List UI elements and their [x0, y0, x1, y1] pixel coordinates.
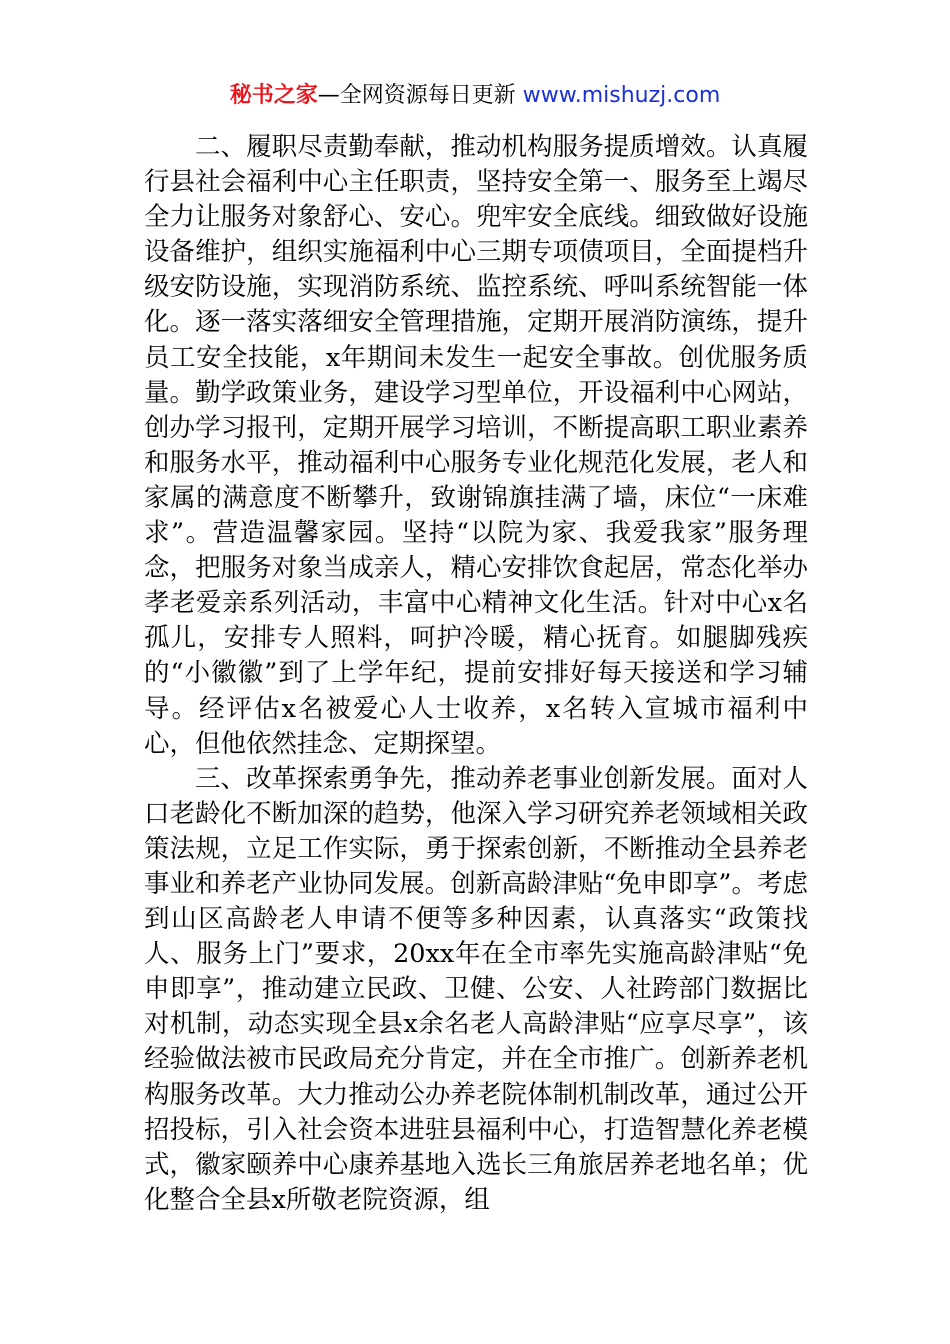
site-name: 秘书之家: [229, 83, 318, 108]
site-header: [0, 80, 950, 112]
site-tagline: —全网资源每日更新: [317, 83, 516, 108]
paragraph-reform: 三、改革探索勇争先，推动养老事业创新发展。面对人口老龄化不断加深的趋势，他深入学习研究养老领域相关政策法规，立足工作实际，勇于探索创新，不断推动全县养老事业和养老产业协同发展。创新高龄津贴“免申即享”。考虑到山区高龄老人申请不便等多种因素，认真落实“政策找人、服务上门”要求，20xx年在全市率先实施高龄津贴“免申即享”，推动建立民政、卫健、公安、人社跨部门数据比对机制，动态实现全县x余名老人高龄津贴“应享尽享”，该经验做法被市民政局充分肯定，并在全市推广。创新养老机构服务改革。大力推动公办养老院体制机制改革，通过公开招投标，引入社会资本进驻县福利中心，打造智慧化养老模式，徽家颐养中心康养基地入选长三角旅居养老地名单；优化整合全县x所敬老院资源，组: [144, 763, 808, 1215]
site-url-link[interactable]: www.mishuzj.com: [522, 83, 721, 108]
document-body: [144, 130, 808, 1218]
paragraph-duty: 二、履职尽责勤奉献，推动机构服务提质增效。认真履行县社会福利中心主任职责，坚持安全第一、服务至上竭尽全力让服务对象舒心、安心。兜牢安全底线。细致做好设施设备维护，组织实施福利中心三期专项债项目，全面提档升级安防设施，实现消防系统、监控系统、呼叫系统智能一体化。逐一落实落细安全管理措施，定期开展消防演练，提升员工安全技能，x年期间未发生一起安全事故。创优服务质量。勤学政策业务，建设学习型单位，开设福利中心网站，创办学习报刊，定期开展学习培训，不断提高职工职业素养和服务水平，推动福利中心服务专业化规范化发展，老人和家属的满意度不断攀升，致谢锦旗挂满了墙，床位“一床难求”。营造温馨家园。坚持“以院为家、我爱我家”服务理念，把服务对象当成亲人，精心安排饮食起居，常态化举办孝老爱亲系列活动，丰富中心精神文化生活。针对中心x名孤儿，安排专人照料，呵护冷暖，精心抚育。如腿脚残疾的“小徽徽”到了上学年纪，提前安排好每天接送和学习辅导。经评估x名被爱心人士收养，x名转入宣城市福利中心，但他依然挂念、定期探望。: [144, 132, 808, 759]
